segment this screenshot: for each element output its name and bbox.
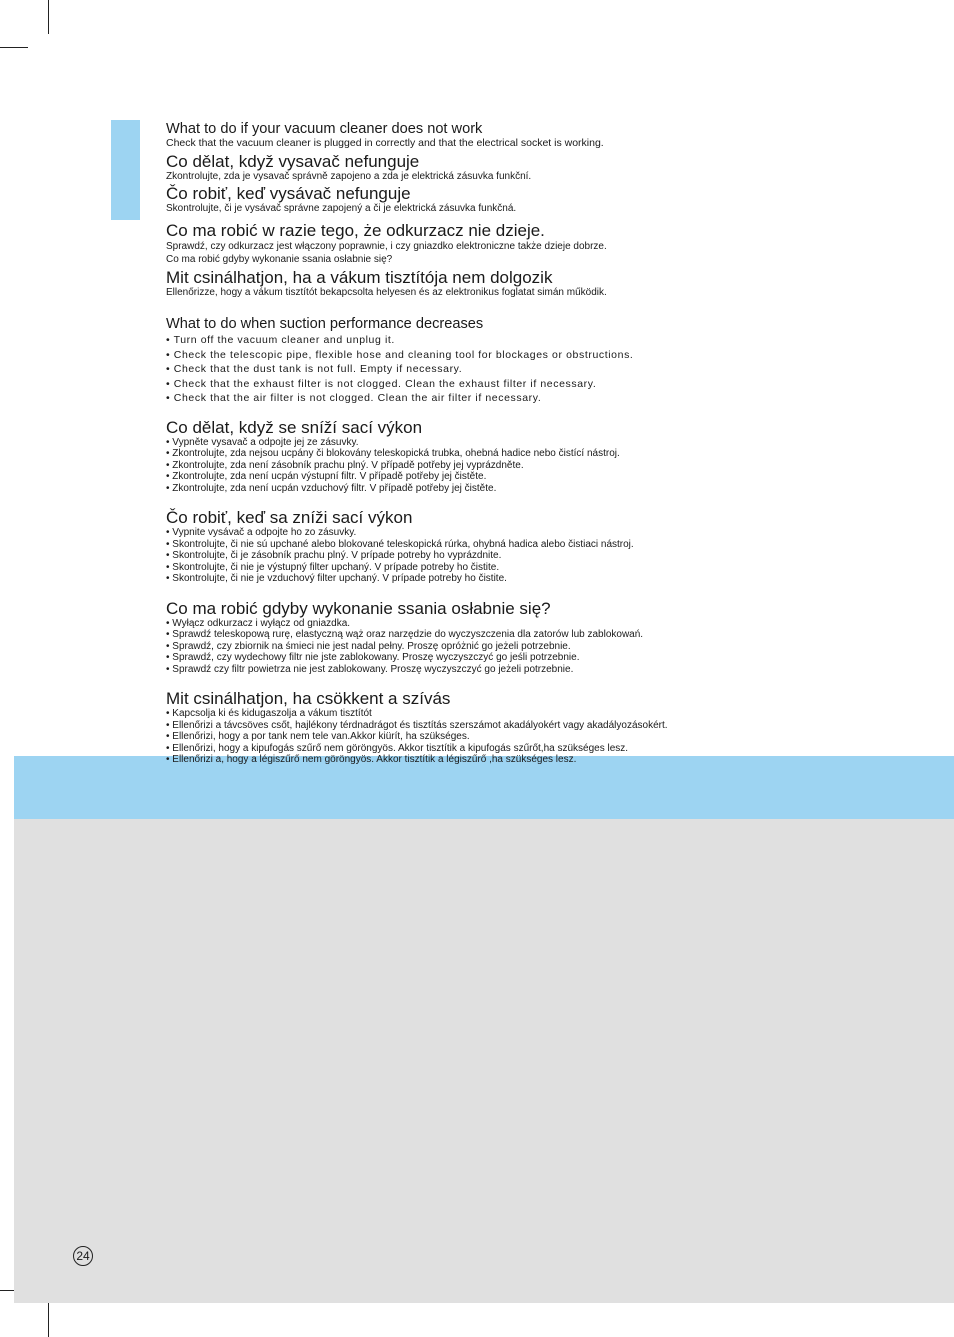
troubleshooting-content — [166, 121, 926, 766]
list-item: • Check the telescopic pipe, flexible hose and cleaning tool for blockages or obstructions. — [166, 348, 634, 361]
list-item: • Sprawdź czy filtr powietrza nie jest zablokowany. Proszę wyczyszczyć go jeżeli potrzebnie. — [166, 663, 574, 675]
list-item: • Turn off the vacuum cleaner and unplug it. — [166, 334, 395, 346]
heading-en-not-working: What to do if your vacuum cleaner does not work — [166, 121, 483, 137]
list-sk-suction — [166, 527, 926, 585]
heading-cz-not-working: Co dělat, když vysavač nefunguje — [166, 151, 420, 171]
list-item: • Wyłącz odkurzacz i wyłącz od gniazdka. — [166, 617, 351, 629]
list-pl-suction — [166, 618, 926, 676]
heading-sk-suction: Čo robiť, keď sa zníži sací výkon — [166, 508, 413, 527]
section-suction-cz — [166, 418, 926, 495]
list-item: • Ellenőrizi a, hogy a légiszűrő nem göröngyös. Akkor tisztítik a légiszűrő ,ha szükséges lesz. — [166, 754, 577, 765]
section-suction-sk — [166, 508, 926, 585]
text-pl-not-working: Sprawdź, czy odkurzacz jest włączony poprawnie, i czy gniazdko elektroniczne także dzieje dobrze. — [166, 240, 607, 252]
grey-panel — [14, 819, 954, 1303]
list-item: • Zkontrolujte, zda není ucpán vzduchový filtr. V případě potřeby jej čistěte. — [166, 482, 497, 494]
list-item: • Skontrolujte, či nie je výstupný filter upchaný. V prípade potreby ho čistite. — [166, 561, 500, 573]
page-number: 24 — [73, 1246, 93, 1266]
heading-cz-suction: Co dělat, když se sníží sací výkon — [166, 417, 423, 437]
list-item: • Zkontrolujte, zda nejsou ucpány či blokovány teleskopická trubka, ohebná hadice nebo čistící nástroj. — [166, 448, 620, 459]
list-item: • Sprawdź teleskopową rurę, elastyczną wąż oraz narzędzie do wyczyszczenia dla zatorów lub zablokowań. — [166, 629, 644, 640]
list-item: • Ellenőrizi, hogy a por tank nem tele van.Akkor kiürít, ha szükséges. — [166, 731, 470, 742]
list-item: • Ellenőrizi a távcsöves csőt, hajlékony térdnadrágot és tisztítás szerszámot akadályokért vagy akadályozásokért. — [166, 719, 668, 731]
list-item: • Skontrolujte, či nie je vzduchový filter upchaný. V prípade potreby ho čistite. — [166, 573, 507, 584]
section-not-working — [166, 121, 926, 298]
text-hu-not-working: Ellenőrizze, hogy a vákum tisztítót bekapcsolta helyesen és az elektronikus foglatat simán működik. — [166, 286, 607, 298]
list-item: • Vypněte vysavač a odpojte jej ze zásuvky. — [166, 436, 359, 448]
list-item: • Ellenőrizi, hogy a kipufogás szűrő nem göröngyös. Akkor tisztítik a kipufogás szűrőt,ha szükséges lesz. — [166, 742, 629, 754]
list-item: • Check that the air filter is not clogged. Clean the air filter if necessary. — [166, 392, 542, 404]
list-item: • Check that the dust tank is not full. Empty if necessary. — [166, 363, 463, 375]
list-item: • Skontrolujte, či nie sú upchané alebo blokované teleskopická rúrka, ohybná hadica alebo čistiaci nástroj. — [166, 538, 634, 550]
section-suction-hu — [166, 689, 926, 766]
crop-mark — [0, 47, 28, 48]
side-tab — [111, 120, 140, 220]
list-item: • Kapcsolja ki és kidugaszolja a vákum tisztítót — [166, 708, 372, 719]
list-item: • Vypnite vysávač a odpojte ho zo zásuvky. — [166, 527, 357, 538]
list-cz-suction — [166, 437, 926, 495]
text-sk-not-working: Skontrolujte, či je vysávač správne zapojený a či je elektrická zásuvka funkčná. — [166, 203, 517, 214]
list-item: • Sprawdź, czy wydechowy filtr nie jste zablokowany. Proszę wyczyszczyć go jeśli potrzebnie. — [166, 652, 580, 663]
heading-hu-suction: Mit csinálhatjon, ha csökkent a szívás — [166, 689, 451, 708]
list-hu-suction — [166, 708, 926, 766]
heading-pl-suction: Co ma robić gdyby wykonanie ssania osłabnie się? — [166, 598, 551, 618]
list-en-suction — [166, 333, 926, 406]
heading-en-suction: What to do when suction performance decreases — [166, 316, 484, 332]
list-item: • Skontrolujte, či je zásobník prachu plný. V prípade potreby ho vyprázdnite. — [166, 550, 502, 561]
text-cz-not-working: Zkontrolujte, zda je vysavač správně zapojeno a zda je elektrická zásuvka funkční. — [166, 170, 532, 182]
heading-hu-not-working: Mit csinálhatjon, ha a vákum tisztítója nem dolgozik — [166, 267, 553, 287]
text-pl-not-working-2: Co ma robić gdyby wykonanie ssania osłabnie się? — [166, 253, 393, 265]
list-item: • Check that the exhaust filter is not clogged. Clean the exhaust filter if necessary. — [166, 377, 597, 390]
crop-mark — [48, 0, 49, 34]
crop-mark — [48, 1303, 49, 1337]
section-suction-en — [166, 316, 926, 406]
list-item: • Zkontrolujte, zda není zásobník prachu plný. V případě potřeby jej vyprázdněte. — [166, 459, 524, 471]
section-suction-pl — [166, 599, 926, 676]
heading-sk-not-working: Čo robiť, keď vysávač nefunguje — [166, 184, 411, 203]
text-en-not-working: Check that the vacuum cleaner is plugged in correctly and that the electrical socket is working. — [166, 137, 604, 149]
heading-pl-not-working: Co ma robić w razie tego, że odkurzacz nie dzieje. — [166, 220, 545, 240]
list-item: • Sprawdź, czy zbiornik na śmieci nie jest nadal pełny. Proszę opróżnić go jeżeli potrzebnie. — [166, 640, 571, 652]
list-item: • Zkontrolujte, zda není ucpán výstupní filtr. V případě potřeby jej čistěte. — [166, 471, 487, 482]
